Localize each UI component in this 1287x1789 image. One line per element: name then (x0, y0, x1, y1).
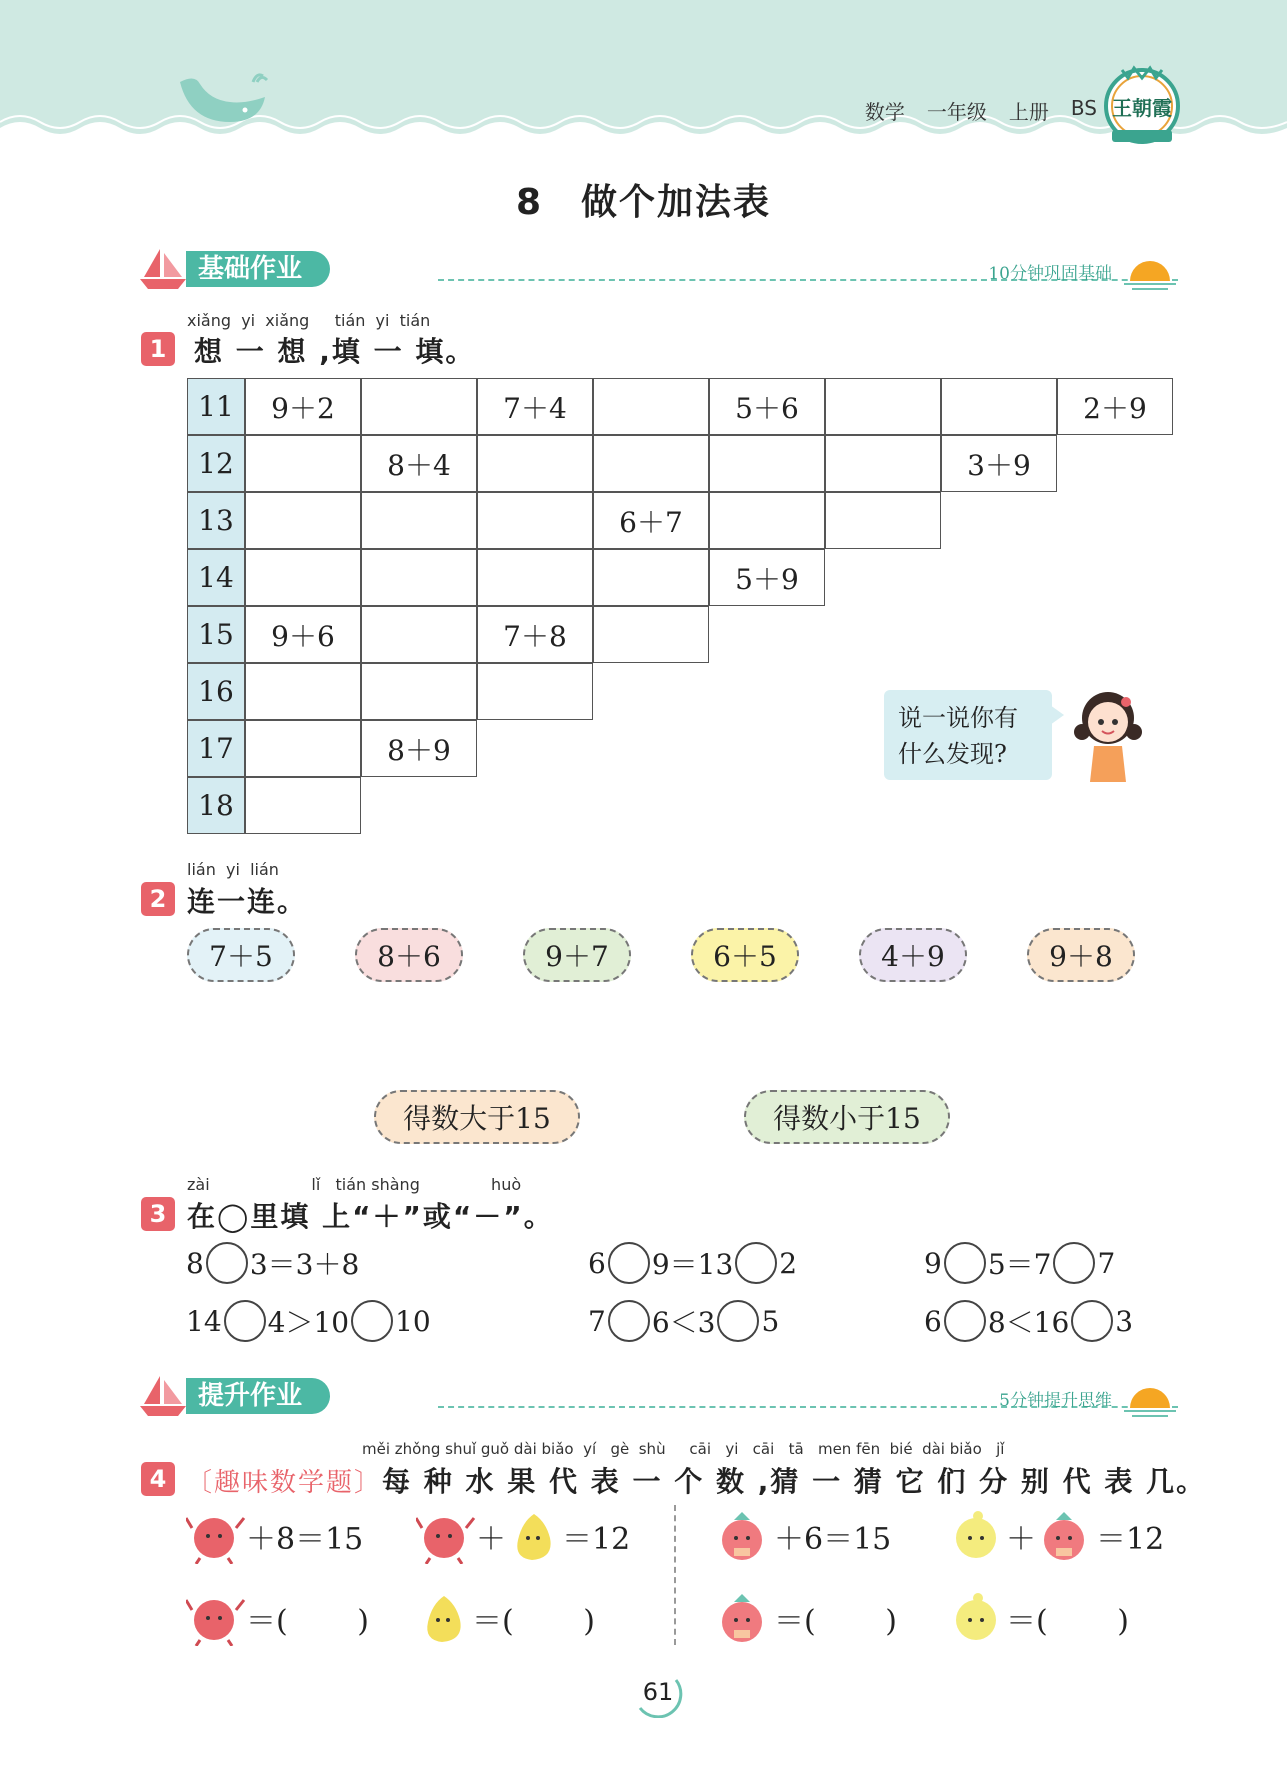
table-cell: 6＋7 (593, 492, 709, 549)
equation-middle: 9＝13 (651, 1248, 734, 1281)
q3-number: 3 (141, 1197, 175, 1231)
equation (186, 1300, 431, 1342)
operator-blank[interactable] (224, 1300, 266, 1342)
operator-blank[interactable] (608, 1242, 650, 1284)
column-divider (674, 1505, 676, 1645)
expression-pill[interactable]: 9＋7 (523, 928, 631, 982)
equation-middle: 6＜3 (651, 1306, 716, 1339)
equation (924, 1242, 1115, 1284)
q4-text: 每 种 水 果 代 表 一 个 数 ,猜 一 猜 它 们 分 别 代 表 几。 (382, 1465, 1207, 1498)
table-cell: 8＋4 (361, 435, 477, 492)
operator-blank[interactable] (1071, 1300, 1113, 1342)
equation-middle: 5＝7 (987, 1248, 1052, 1281)
q2-pinyin: lián yi lián (187, 860, 279, 879)
table-cell[interactable] (245, 435, 361, 492)
table-row-head: 14 (187, 549, 245, 606)
answer-pear (416, 1590, 595, 1646)
table-cell: 2＋9 (1057, 378, 1173, 435)
operator-blank[interactable] (1053, 1242, 1095, 1284)
lychee-icon (186, 1508, 246, 1564)
bubble-line-2: 什么发现? (898, 740, 1007, 768)
equation (588, 1242, 797, 1284)
peach-icon (1036, 1508, 1096, 1564)
equation (588, 1300, 779, 1342)
table-cell[interactable] (245, 663, 361, 720)
pear-icon (506, 1508, 562, 1564)
operator-blank[interactable] (351, 1300, 393, 1342)
eq2-result: ＝12 (562, 1522, 631, 1557)
table-cell[interactable] (709, 435, 825, 492)
pear-icon (416, 1590, 472, 1646)
table-cell[interactable] (593, 606, 709, 663)
expression-pill[interactable]: 4＋9 (859, 928, 967, 982)
equation-operand: 2 (779, 1246, 798, 1280)
operator-blank[interactable] (944, 1300, 986, 1342)
fruit-equation-2 (416, 1508, 630, 1564)
table-row-head: 17 (187, 720, 245, 777)
table-cell[interactable] (477, 492, 593, 549)
bubble-tail (1050, 705, 1064, 725)
sunset-icon (1122, 1380, 1178, 1420)
table-cell[interactable] (593, 549, 709, 606)
q1-number: 1 (141, 332, 175, 366)
answer-blank[interactable]: ＝( ) (246, 1604, 369, 1639)
table-cell: 9＋6 (245, 606, 361, 663)
q4-instruction (186, 1460, 1206, 1500)
eq3-text: ＋6＝15 (774, 1522, 892, 1557)
fruit-equation-3 (714, 1508, 891, 1564)
q3-instruction: 在◯里填 上“＋”或“－”。 (187, 1200, 554, 1233)
target-pill[interactable]: 得数小于15 (744, 1090, 950, 1144)
table-cell[interactable] (361, 492, 477, 549)
expression-pill[interactable]: 9＋8 (1027, 928, 1135, 982)
eq2-plus: ＋ (476, 1522, 506, 1557)
table-cell[interactable] (361, 549, 477, 606)
whale-icon (175, 72, 275, 132)
operator-blank[interactable] (206, 1242, 248, 1284)
sailboat-icon (138, 245, 188, 291)
expression-pill[interactable]: 8＋6 (355, 928, 463, 982)
equation-operand: 7 (1097, 1246, 1116, 1280)
table-cell[interactable] (477, 435, 593, 492)
lemon-icon (948, 1590, 1006, 1646)
section-note: 5分钟提升思维 (999, 1391, 1112, 1411)
target-pill[interactable]: 得数大于15 (374, 1090, 580, 1144)
equation-operand: 3 (1115, 1304, 1134, 1338)
fun-math-tag: 〔趣味数学题〕 (186, 1468, 383, 1498)
answer-lemon (948, 1590, 1129, 1646)
table-cell[interactable] (825, 492, 941, 549)
table-cell[interactable] (361, 606, 477, 663)
peach-icon (714, 1590, 774, 1646)
logo-text: 王朝霞 (1112, 96, 1172, 120)
answer-blank[interactable]: ＝( ) (472, 1604, 595, 1639)
table-cell: 3＋9 (941, 435, 1057, 492)
q4-pinyin: měi zhǒng shuǐ guǒ dài biǎo yí gè shù cāi yi cāi tā men fēn bié dài biǎo jǐ (362, 1440, 1005, 1458)
brand-logo (1102, 60, 1182, 148)
table-row-head: 12 (187, 435, 245, 492)
sunset-icon (1122, 253, 1178, 293)
section-advanced (138, 1372, 1178, 1422)
section-label: 基础作业 (186, 251, 330, 287)
table-cell[interactable] (593, 435, 709, 492)
equation-operand: 5 (761, 1304, 780, 1338)
table-row-head: 11 (187, 378, 245, 435)
lemon-icon (948, 1508, 1006, 1564)
equation (924, 1300, 1133, 1342)
table-cell[interactable] (361, 663, 477, 720)
answer-peach (714, 1590, 897, 1646)
speech-bubble (884, 690, 1052, 780)
answer-lychee (186, 1590, 369, 1646)
section-label: 提升作业 (186, 1378, 330, 1414)
page-number: 61 (642, 1678, 674, 1706)
answer-blank[interactable]: ＝( ) (774, 1604, 897, 1639)
sailboat-icon (138, 1372, 188, 1418)
equation-operand: 14 (186, 1304, 222, 1338)
table-cell: 5＋9 (709, 549, 825, 606)
table-cell[interactable] (245, 492, 361, 549)
table-cell[interactable] (709, 492, 825, 549)
eq4-result: ＝12 (1096, 1522, 1165, 1557)
equation-middle: 3＝3＋8 (249, 1248, 360, 1281)
operator-blank[interactable] (735, 1242, 777, 1284)
table-cell[interactable] (477, 549, 593, 606)
equation-operand: 8 (186, 1246, 204, 1280)
section-basic (138, 245, 1178, 295)
table-cell: 7＋4 (477, 378, 593, 435)
q1-instruction: 想 一 想 ,填 一 填。 (194, 335, 476, 368)
table-cell: 5＋6 (709, 378, 825, 435)
equation-operand: 10 (395, 1304, 431, 1338)
equation-middle: 4＞10 (267, 1306, 350, 1339)
table-cell[interactable] (477, 663, 593, 720)
table-row-head: 15 (187, 606, 245, 663)
equation-operand: 9 (924, 1246, 942, 1280)
table-cell[interactable] (941, 378, 1057, 435)
table-cell[interactable] (593, 378, 709, 435)
lychee-icon (186, 1590, 246, 1646)
peach-icon (714, 1508, 774, 1564)
header-meta (865, 96, 1097, 125)
table-cell: 7＋8 (477, 606, 593, 663)
q2-instruction: 连一连。 (187, 885, 308, 918)
subject-label: 数学 (864, 100, 905, 124)
q4-number: 4 (141, 1462, 175, 1496)
page-title: 8 做个加法表 (515, 182, 772, 223)
table-cell[interactable] (245, 777, 361, 834)
q1-pinyin: xiǎng yi xiǎng tián yi tián (187, 311, 431, 330)
edition-label: BS (1070, 96, 1097, 120)
eq4-plus: ＋ (1006, 1522, 1036, 1557)
q2-number: 2 (141, 882, 175, 916)
expression-pill[interactable]: 6＋5 (691, 928, 799, 982)
equation (186, 1242, 359, 1284)
fruit-equation-4 (948, 1508, 1164, 1564)
table-row-head: 18 (187, 777, 245, 834)
table-cell: 9＋2 (245, 378, 361, 435)
grade-label: 一年级 (926, 100, 987, 124)
equation-middle: 8＜16 (987, 1306, 1070, 1339)
equation-operand: 6 (924, 1304, 942, 1338)
table-row-head: 13 (187, 492, 245, 549)
volume-label: 上册 (1008, 100, 1049, 124)
equation-operand: 7 (588, 1304, 606, 1338)
operator-blank[interactable] (608, 1300, 650, 1342)
table-cell[interactable] (825, 378, 941, 435)
table-cell[interactable] (245, 549, 361, 606)
girl-character-icon (1072, 684, 1144, 784)
table-row-head: 16 (187, 663, 245, 720)
expression-pill[interactable]: 7＋5 (187, 928, 295, 982)
section-note: 10分钟巩固基础 (988, 264, 1112, 284)
eq1-text: ＋8＝15 (246, 1522, 364, 1557)
table-cell[interactable] (245, 720, 361, 777)
table-cell: 8＋9 (361, 720, 477, 777)
operator-blank[interactable] (717, 1300, 759, 1342)
lychee-icon (416, 1508, 476, 1564)
operator-blank[interactable] (944, 1242, 986, 1284)
table-cell[interactable] (361, 378, 477, 435)
equation-operand: 6 (588, 1246, 606, 1280)
q3-pinyin: zài lǐ tián shàng huò (187, 1175, 522, 1194)
fruit-equation-1 (186, 1508, 363, 1564)
answer-blank[interactable]: ＝( ) (1006, 1604, 1129, 1639)
table-cell[interactable] (825, 435, 941, 492)
bubble-line-1: 说一说你有 (898, 704, 1018, 732)
